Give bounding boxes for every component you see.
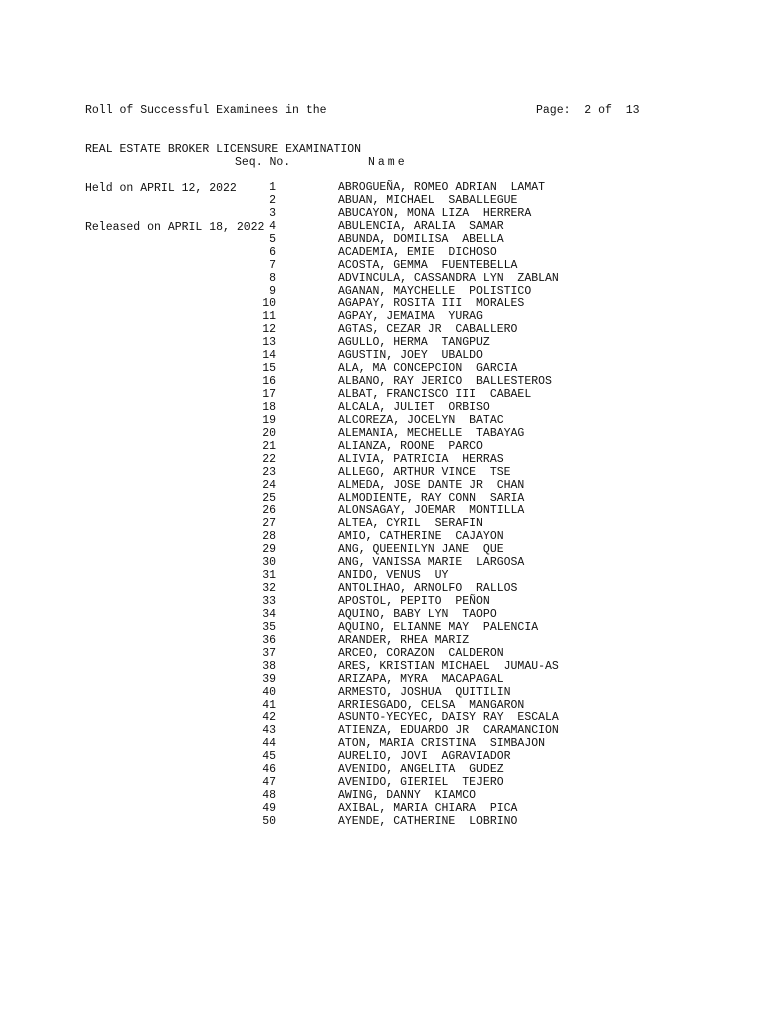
examinee-seq-number: 45 [262, 750, 276, 764]
examinee-name: ARCEO, CORAZON CALDERON [338, 646, 504, 660]
examinee-row [0, 273, 768, 286]
examinee-seq-number: 3 [269, 206, 276, 220]
examinee-seq-number: 21 [262, 439, 276, 453]
examinee-row [0, 467, 768, 480]
examinee-name: ALONSAGAY, JOEMAR MONTILLA [338, 504, 525, 518]
examinee-seq-number: 30 [262, 556, 276, 570]
examinee-name: AQUINO, ELIANNE MAY PALENCIA [338, 620, 539, 634]
column-header-seq: Seq. No. [235, 156, 291, 169]
examinee-row [0, 415, 768, 428]
examinee-seq-number: 42 [262, 711, 276, 725]
examinee-name: ALMEDA, JOSE DANTE JR CHAN [338, 478, 525, 492]
examinee-row [0, 221, 768, 234]
examinee-row [0, 454, 768, 467]
examinee-name: ALCOREZA, JOCELYN BATAC [338, 413, 504, 427]
examinee-name: ABULENCIA, ARALIA SAMAR [338, 219, 504, 233]
examinee-row [0, 635, 768, 648]
examinee-name: ABROGUEÑA, ROMEO ADRIAN LAMAT [338, 181, 546, 194]
examinee-seq-number: 32 [262, 582, 276, 596]
examinee-name: ALLEGO, ARTHUR VINCE TSE [338, 465, 511, 479]
examinee-seq-number: 48 [262, 789, 276, 803]
examinee-seq-number: 35 [262, 620, 276, 634]
examinee-seq-number: 34 [262, 607, 276, 621]
examinee-seq-number: 5 [269, 232, 276, 246]
examinee-seq-number: 49 [262, 802, 276, 815]
examinee-name: AMIO, CATHERINE CAJAYON [338, 530, 504, 544]
examinee-row [0, 441, 768, 454]
examinee-seq-number: 11 [262, 310, 276, 324]
examinee-name: ANG, QUEENILYN JANE QUE [338, 543, 504, 557]
examinee-name: ACADEMIA, EMIE DICHOSO [338, 245, 497, 259]
header-title-line: Roll of Successful Examinees in the [85, 104, 327, 117]
examinee-row [0, 803, 768, 816]
examinee-seq-number: 33 [262, 595, 276, 608]
examinee-seq-number: 12 [262, 323, 276, 337]
examinee-name: ALBANO, RAY JERICO BALLESTEROS [338, 375, 552, 389]
examinee-seq-number: 46 [262, 763, 276, 777]
examinee-name: ATIENZA, EDUARDO JR CARAMANCION [338, 724, 559, 738]
examinee-name: AGPAY, JEMAIMA YURAG [338, 310, 483, 324]
examinee-name: ACOSTA, GEMMA FUENTEBELLA [338, 258, 518, 272]
examinee-name: AGTAS, CEZAR JR CABALLERO [338, 323, 518, 337]
examinee-row [0, 674, 768, 687]
examinee-seq-number: 16 [262, 375, 276, 389]
examinee-row [0, 389, 768, 402]
examinee-seq-number: 17 [262, 388, 276, 401]
examinee-seq-number: 6 [269, 245, 276, 259]
examinee-name: AURELIO, JOVI AGRAVIADOR [338, 750, 511, 764]
examinee-seq-number: 9 [269, 284, 276, 298]
examinee-seq-number: 4 [269, 219, 276, 233]
examinee-row [0, 687, 768, 700]
examinee-row [0, 234, 768, 247]
examinee-name: ARANDER, RHEA MARIZ [338, 633, 470, 647]
examinee-name: ALCALA, JULIET ORBISO [338, 400, 490, 414]
examinee-seq-number: 15 [262, 362, 276, 376]
examinee-name: ARES, KRISTIAN MICHAEL JUMAU-AS [338, 659, 559, 673]
examinee-seq-number: 41 [262, 698, 276, 712]
examinee-seq-number: 20 [262, 426, 276, 440]
header-released-date: Released on APRIL 18, 2022 [85, 221, 265, 234]
examinee-seq-number: 37 [262, 646, 276, 660]
examinee-seq-number: 10 [262, 297, 276, 311]
examinee-seq-number: 8 [269, 271, 276, 285]
examinee-seq-number: 7 [269, 258, 276, 272]
examinee-name: ARMESTO, JOSHUA QUITILIN [338, 685, 511, 699]
examinee-name: AWING, DANNY KIAMCO [338, 789, 477, 803]
examinee-seq-number: 39 [262, 672, 276, 686]
examinee-name: ALMODIENTE, RAY CONN SARIA [338, 491, 525, 505]
examinee-seq-number: 14 [262, 349, 276, 363]
examinee-name: APOSTOL, PEPITO PEÑON [338, 595, 490, 608]
examinee-row [0, 816, 768, 829]
examinee-name: AXIBAL, MARIA CHIARA PICA [338, 802, 518, 815]
examinee-name: ABUCAYON, MONA LIZA HERRERA [338, 206, 532, 220]
examinee-seq-number: 28 [262, 530, 276, 544]
header-exam-name: REAL ESTATE BROKER LICENSURE EXAMINATION [85, 143, 362, 156]
examinee-list [0, 182, 768, 829]
examinee-name: AVENIDO, GIERIEL TEJERO [338, 776, 504, 790]
examinee-seq-number: 44 [262, 737, 276, 751]
examinee-seq-number: 13 [262, 336, 276, 350]
examinee-name: ARIZAPA, MYRA MACAPAGAL [338, 672, 504, 686]
examinee-name: ALEMANIA, MECHELLE TABAYAG [338, 426, 525, 440]
examinee-row [0, 260, 768, 273]
examinee-name: ANTOLIHAO, ARNOLFO RALLOS [338, 582, 518, 596]
examinee-row [0, 428, 768, 441]
examinee-name: ALIVIA, PATRICIA HERRAS [338, 452, 504, 466]
examinee-name: ANIDO, VENUS UY [338, 569, 449, 583]
page-indicator: Page: 2 of 13 [536, 104, 640, 117]
examinee-seq-number: 50 [262, 814, 276, 828]
examinee-name: AYENDE, CATHERINE LOBRINO [338, 814, 518, 828]
examinee-name: ALIANZA, ROONE PARCO [338, 439, 483, 453]
examinee-name: ABUAN, MICHAEL SABALLEGUE [338, 193, 518, 207]
examinee-name: AVENIDO, ANGELITA GUDEZ [338, 763, 504, 777]
examinee-name: ALTEA, CYRIL SERAFIN [338, 517, 483, 531]
examinee-seq-number: 27 [262, 517, 276, 531]
examinee-seq-number: 19 [262, 413, 276, 427]
examinee-row [0, 609, 768, 622]
examinee-name: ARRIESGADO, CELSA MANGARON [338, 698, 525, 712]
examinee-seq-number: 2 [269, 193, 276, 207]
examinee-name: ABUNDA, DOMILISA ABELLA [338, 232, 504, 246]
examinee-seq-number: 18 [262, 400, 276, 414]
examinee-seq-number: 1 [269, 181, 276, 194]
examinee-name: ANG, VANISSA MARIE LARGOSA [338, 556, 525, 570]
examinee-seq-number: 36 [262, 633, 276, 647]
examinee-name: ASUNTO-YECYEC, DAISY RAY ESCALA [338, 711, 559, 725]
examinee-seq-number: 25 [262, 491, 276, 505]
examinee-name: AGUSTIN, JOEY UBALDO [338, 349, 483, 363]
examinee-name: AGANAN, MAYCHELLE POLISTICO [338, 284, 532, 298]
examinee-name: ADVINCULA, CASSANDRA LYN ZABLAN [338, 271, 559, 285]
column-header-name: Name [368, 156, 408, 169]
examinee-seq-number: 29 [262, 543, 276, 557]
examinee-name: AGAPAY, ROSITA III MORALES [338, 297, 525, 311]
examinee-row [0, 622, 768, 635]
examinee-row [0, 480, 768, 493]
examinee-seq-number: 23 [262, 465, 276, 479]
examinee-seq-number: 40 [262, 685, 276, 699]
examinee-row [0, 402, 768, 415]
examinee-seq-number: 38 [262, 659, 276, 673]
examinee-seq-number: 26 [262, 504, 276, 518]
examinee-seq-number: 43 [262, 724, 276, 738]
examinee-seq-number: 24 [262, 478, 276, 492]
examinee-seq-number: 31 [262, 569, 276, 583]
examinee-row [0, 182, 768, 195]
examinee-name: AGULLO, HERMA TANGPUZ [338, 336, 490, 350]
examinee-row [0, 195, 768, 208]
examinee-row [0, 648, 768, 661]
examinee-name: AQUINO, BABY LYN TAOPO [338, 607, 497, 621]
examinee-name: ALA, MA CONCEPCION GARCIA [338, 362, 518, 376]
examinee-seq-number: 47 [262, 776, 276, 790]
examinee-seq-number: 22 [262, 452, 276, 466]
examinee-row [0, 596, 768, 609]
examinee-row [0, 208, 768, 221]
header-held-date: Held on APRIL 12, 2022 [85, 182, 237, 195]
examinee-name: ALBAT, FRANCISCO III CABAEL [338, 388, 532, 401]
examinee-row [0, 661, 768, 674]
examinee-name: ATON, MARIA CRISTINA SIMBAJON [338, 737, 546, 751]
examinee-row [0, 247, 768, 260]
